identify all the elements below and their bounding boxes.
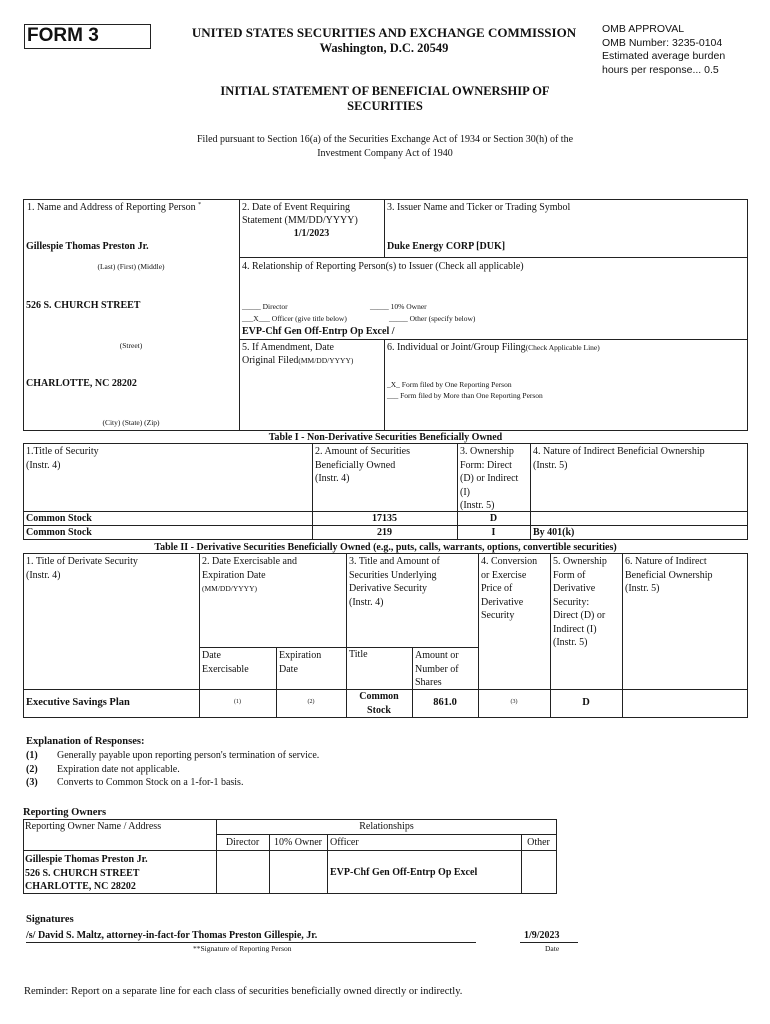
grid-line	[239, 339, 748, 340]
t2-col-title: 1. Title of Derivate Security (Instr. 4)	[26, 556, 138, 581]
omb-line: OMB Number: 3235-0104	[602, 36, 723, 49]
grid-line	[23, 539, 748, 540]
t1-col-title: 1.Title of Security (Instr. 4)	[26, 446, 99, 471]
signatures-heading: Signatures	[26, 914, 74, 925]
t2-sub-expiration: Expiration Date	[279, 650, 322, 675]
table-row: Common Stock	[26, 527, 92, 538]
grid-line	[384, 339, 385, 430]
filed-by-more: ___ Form filed by More than One Reporting Person	[387, 391, 543, 400]
t2-sub-title: Title	[349, 649, 368, 660]
t1-amount: 219	[377, 527, 392, 538]
page-title: INITIAL STATEMENT OF BENEFICIAL OWNERSHIP OF	[220, 84, 550, 98]
grid-line	[23, 430, 748, 431]
issuer-name: Duke Energy CORP [DUK]	[387, 241, 506, 252]
group-filing-label: 6. Individual or Joint/Group Filing(Check Applicable Line)	[387, 342, 600, 353]
t1-col-amount: 2. Amount of Securities Beneficially Owned (Instr. 4)	[315, 446, 410, 484]
owners-sub-ten-pct: 10% Owner	[273, 837, 323, 848]
grid-line	[23, 443, 24, 539]
grid-line	[276, 647, 277, 717]
t2-col-ownership: 5. Ownership Form of Derivative Security: Direct (D) or Indirect (I) (Instr. 5)	[553, 556, 607, 648]
owners-col-relationships: Relationships	[359, 821, 414, 832]
event-date-label: 2. Date of Event Requiring Statement (MM/DD/YYYY)	[242, 202, 358, 226]
t2-amount: 861.0	[433, 697, 457, 708]
grid-line	[23, 443, 748, 444]
table2-title: Table II - Derivative Securities Beneficially Owned (e.g., puts, calls, warrants, options, convertible securities)	[154, 542, 617, 553]
officer-line: ___X___ Officer (give title below)	[242, 314, 347, 323]
t1-form: D	[489, 513, 498, 524]
omb-line: OMB APPROVAL	[602, 23, 685, 35]
grid-line	[23, 819, 557, 820]
grid-line	[216, 834, 557, 835]
omb-line: Estimated average burden	[602, 50, 726, 62]
reporting-person-label: 1. Name and Address of Reporting Person *	[27, 202, 202, 213]
t2-sub-amount: Amount or Number of Shares	[415, 650, 459, 688]
grid-line	[327, 834, 328, 893]
owners-heading: Reporting Owners	[23, 807, 107, 818]
grid-line	[457, 443, 458, 539]
footnote-ref: (3)	[510, 699, 518, 705]
t1-amount: 17135	[372, 513, 397, 524]
t2-col-underlying: 3. Title and Amount of Securities Underlying Derivative Security (Instr. 4)	[349, 556, 440, 608]
ten-pct-owner-line: _____ 10% Owner	[370, 302, 427, 311]
other-line: _____ Other (specify below)	[389, 314, 476, 323]
list-item: (2) Expiration date not applicable.	[26, 763, 180, 775]
date-label: Date	[545, 944, 560, 953]
omb-approval	[602, 23, 725, 77]
grid-line	[747, 443, 748, 539]
amendment-label: 5. If Amendment, Date Original Filed(MM/DD/YYYY)	[242, 342, 354, 366]
t1-form: I	[491, 527, 496, 538]
issuer-label: 3. Issuer Name and Ticker or Trading Symbol	[387, 202, 571, 213]
form-label-box	[24, 24, 151, 49]
reminder-text: Reminder: Report on a separate line for each class of securities beneficially owned directly or indirectly.	[24, 986, 463, 997]
grid-line	[23, 553, 24, 717]
t2-col-conversion: 4. Conversion or Exercise Price of Derivative Security	[481, 556, 538, 621]
t2-security-title: Common Stock	[359, 691, 399, 716]
officer-title: EVP-Chf Gen Off-Entrp Op Excel /	[242, 326, 395, 337]
owners-sub-director: Director	[225, 837, 260, 848]
owner-officer-title: EVP-Chf Gen Off-Entrp Op Excel	[330, 867, 478, 878]
grid-line	[239, 257, 748, 258]
name-hint: (Last) (First) (Middle)	[97, 262, 165, 271]
grid-line	[23, 850, 557, 851]
grid-line	[23, 199, 748, 200]
grid-line	[622, 553, 623, 717]
grid-line	[199, 647, 479, 648]
footnote-ref: (2)	[307, 699, 315, 705]
street-hint: (Street)	[119, 341, 143, 350]
agency-name: UNITED STATES SECURITIES AND EXCHANGE COMMISSION	[191, 25, 577, 40]
grid-line	[23, 819, 24, 893]
director-line: _____ Director	[242, 302, 288, 311]
grid-line	[312, 443, 313, 539]
reporting-person-name: Gillespie Thomas Preston Jr.	[26, 241, 149, 252]
t2-col-nature: 6. Nature of Indirect Beneficial Ownership (Instr. 5)	[625, 556, 713, 594]
grid-line	[23, 511, 748, 512]
t1-nature: By 401(k)	[533, 527, 575, 538]
owners-sub-other: Other	[527, 837, 550, 848]
table-row: Executive Savings Plan	[26, 697, 130, 708]
grid-line	[747, 553, 748, 717]
filed-by-one: _X_ Form filed by One Reporting Person	[387, 380, 512, 389]
t2-col-dates: 2. Date Exercisable and Expiration Date (MM/DD/YYYY)	[202, 556, 297, 593]
page-title-2: SECURITIES	[347, 99, 423, 113]
list-item: (1) Generally payable upon reporting person's termination of service.	[26, 750, 320, 761]
explanation-heading: Explanation of Responses:	[26, 736, 145, 747]
t1-col-ownership: 3. Ownership Form: Direct (D) or Indirect (I) (Instr. 5)	[460, 446, 519, 511]
footnote-ref: (1)	[234, 699, 241, 705]
t1-col-nature: 4. Nature of Indirect Beneficial Ownership (Instr. 5)	[533, 446, 705, 471]
grid-line	[23, 199, 24, 430]
explanation-list	[26, 749, 319, 790]
reporting-person-city: CHARLOTTE, NC 28202	[26, 378, 137, 389]
owners-col-name: Reporting Owner Name / Address	[25, 821, 162, 832]
grid-line	[384, 199, 385, 257]
relationship-label: 4. Relationship of Reporting Person(s) to Issuer (Check all applicable)	[242, 261, 524, 272]
table1-title: Table I - Non-Derivative Securities Beneficially Owned	[268, 432, 503, 443]
reporting-person-street: 526 S. CHURCH STREET	[26, 300, 141, 311]
filed-pursuant: Filed pursuant to Section 16(a) of the Securities Exchange Act of 1934 or Section 30(h) of the	[196, 134, 574, 145]
signature-date: 1/9/2023	[524, 930, 560, 941]
grid-line	[550, 553, 551, 717]
grid-line	[23, 553, 748, 554]
signature-text: /s/ David S. Maltz, attorney-in-fact-for Thomas Preston Gillespie, Jr.	[26, 930, 318, 941]
grid-line	[530, 443, 531, 539]
grid-line	[199, 553, 200, 717]
grid-line	[478, 553, 479, 717]
date-line	[520, 942, 578, 943]
list-item: (3) Converts to Common Stock on a 1-for-1 basis.	[26, 777, 244, 788]
agency-city: Washington, D.C. 20549	[319, 41, 449, 55]
signature-label: **Signature of Reporting Person	[193, 944, 292, 953]
event-date: 1/1/2023	[293, 228, 330, 239]
t2-form: D	[582, 697, 590, 708]
omb-line: hours per response... 0.5	[602, 63, 719, 76]
owner-name-address: Gillespie Thomas Preston Jr. 526 S. CHURCH STREET CHARLOTTE, NC 28202	[25, 854, 148, 892]
t2-sub-date-exercisable: Date Exercisable	[202, 650, 249, 675]
asterisk-mark: *	[198, 202, 202, 208]
grid-line	[747, 199, 748, 430]
table-row: Common Stock	[26, 513, 92, 524]
grid-line	[23, 525, 748, 526]
form-label: FORM 3	[27, 25, 99, 46]
owners-sub-officer: Officer	[330, 837, 359, 848]
signature-line	[26, 942, 476, 943]
city-hint: (City) (State) (Zip)	[102, 418, 160, 427]
grid-line	[23, 717, 748, 718]
filed-pursuant-2: Investment Company Act of 1940	[317, 148, 453, 159]
